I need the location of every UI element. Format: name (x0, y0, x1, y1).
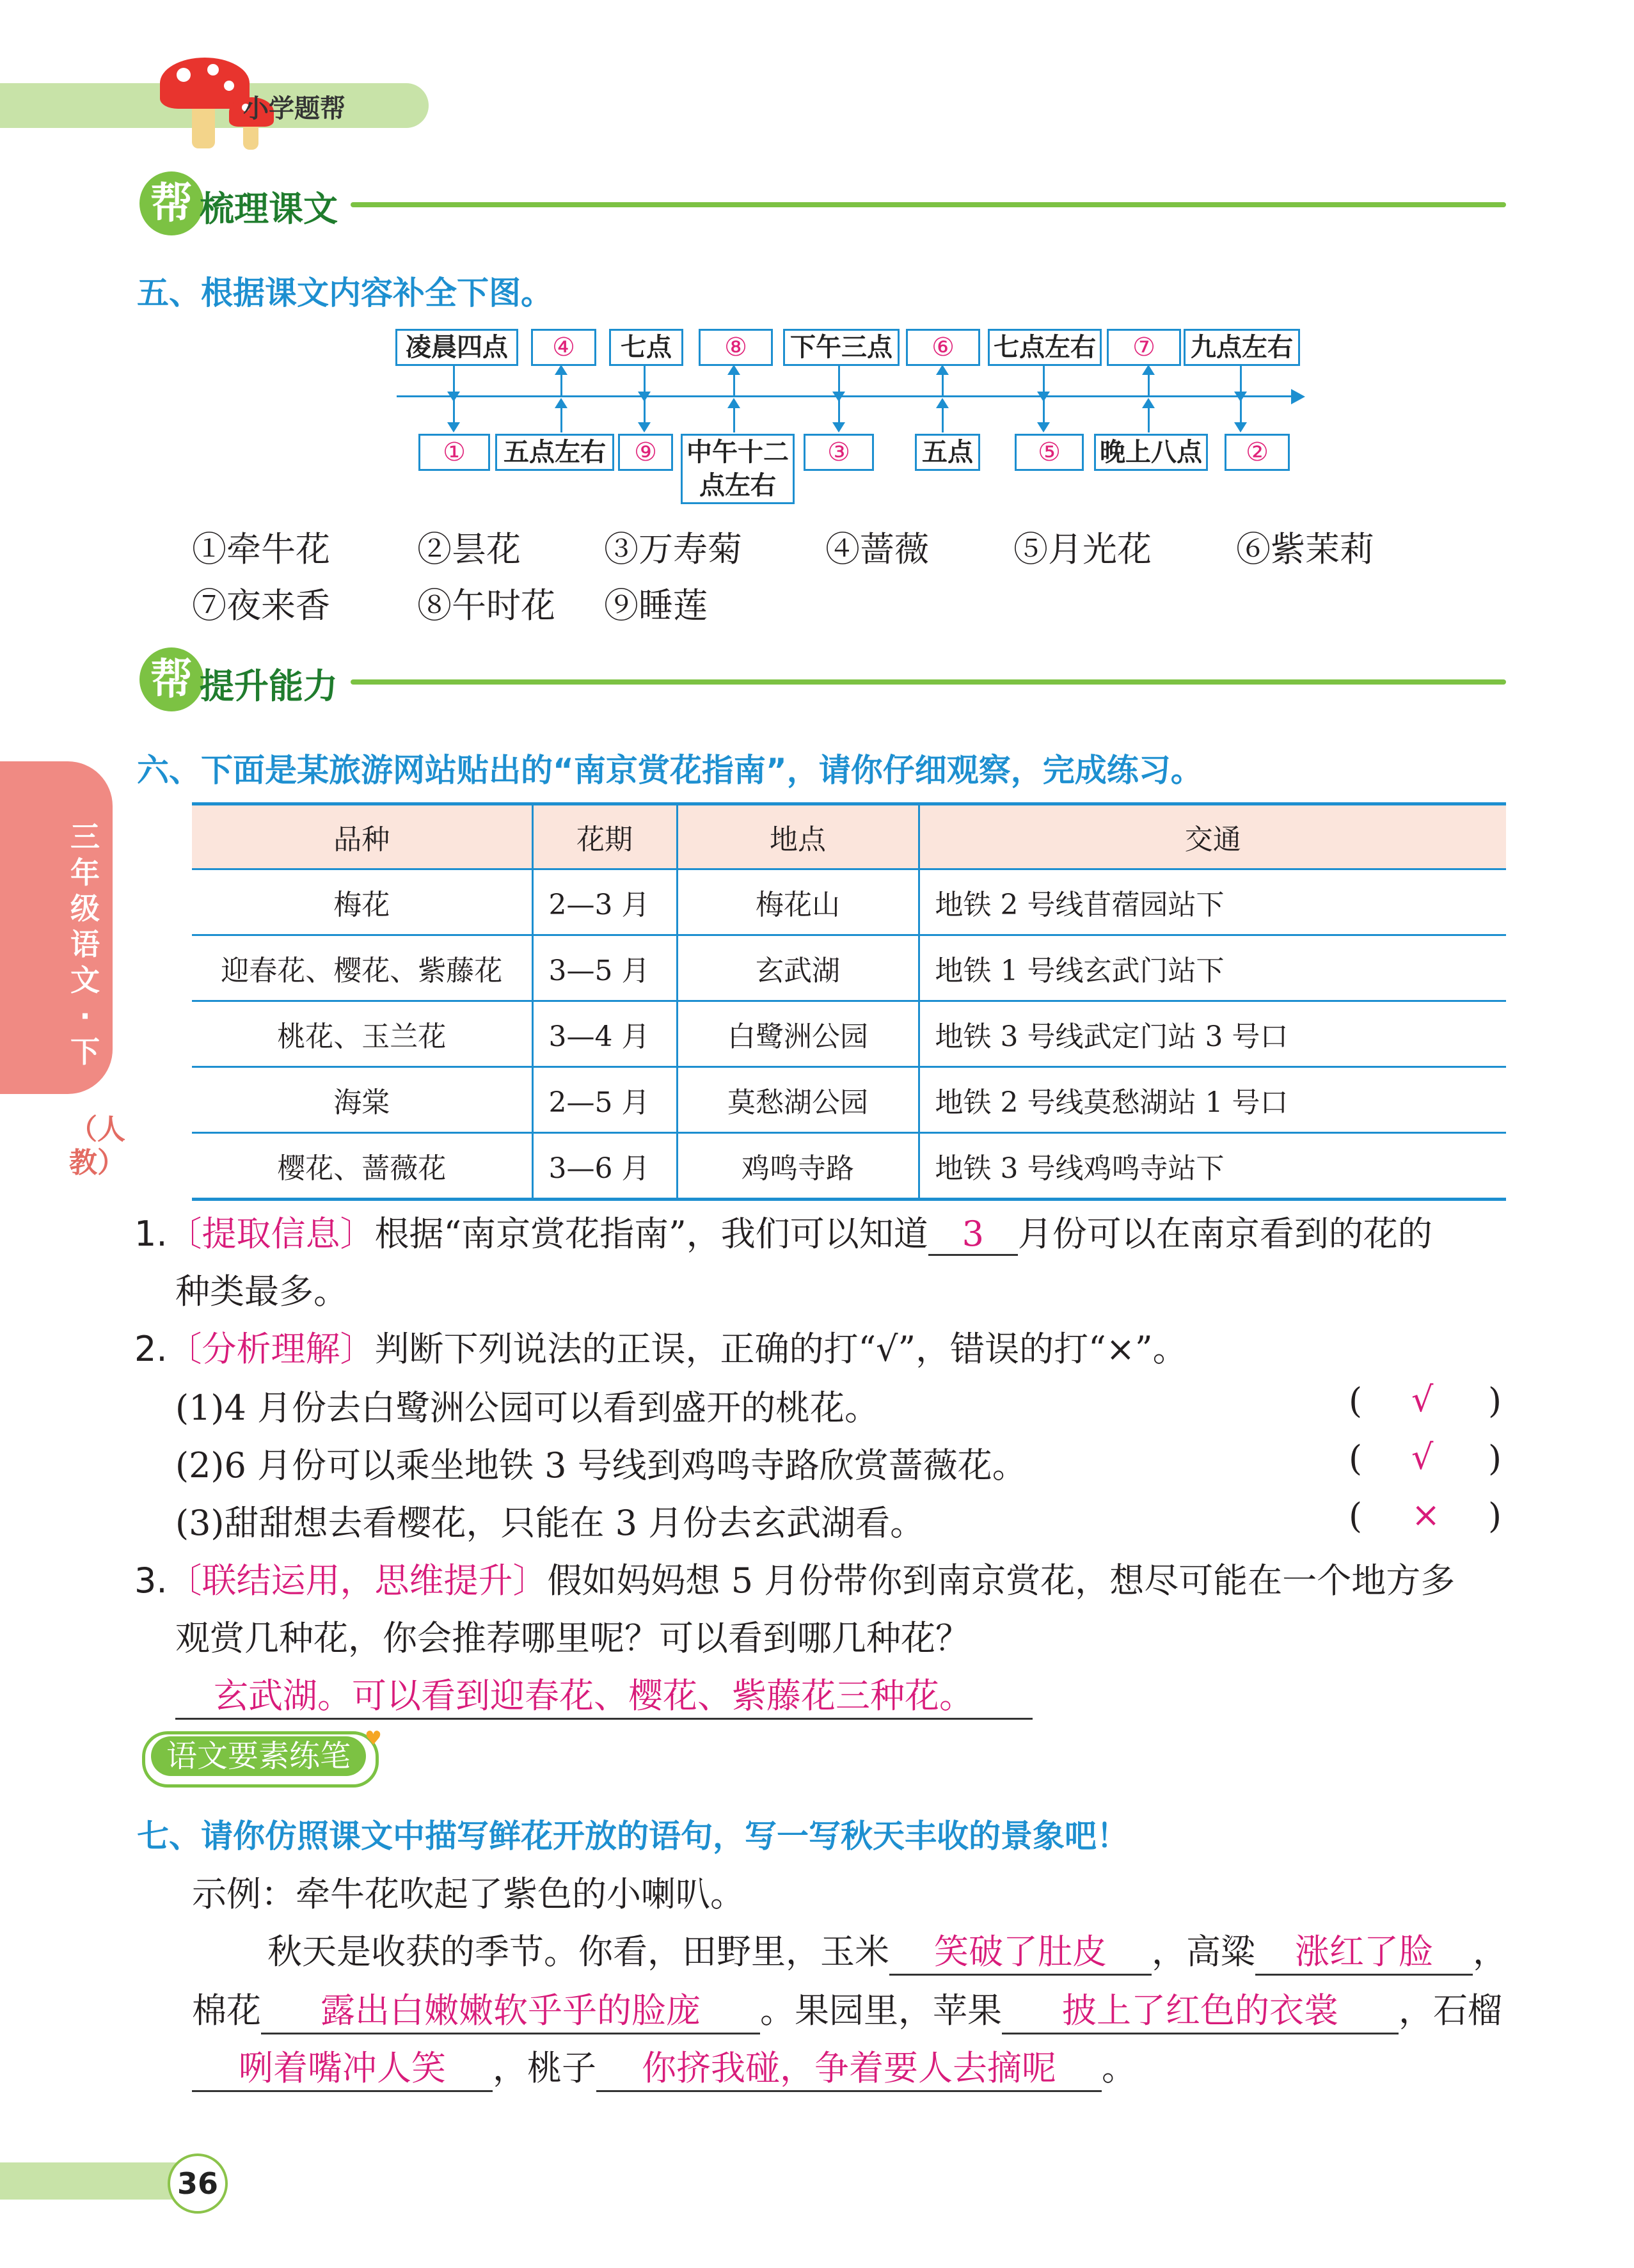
option-item: ⑧午时花 (417, 585, 555, 626)
q6-sub1-line1 (134, 1207, 1432, 1256)
side-edition-label: （人教） (69, 1113, 125, 1179)
q6-sub2-item: (3)甜甜想去看樱花，只能在 3 月份去玄武湖看。 (175, 1503, 925, 1543)
q6-sub1-tag: 〔提取信息〕 (167, 1214, 375, 1254)
q6-sub3-answer: 玄武湖。可以看到迎春花、樱花、紫藤花三种花。 (175, 1669, 1033, 1720)
section-divider (351, 202, 1506, 207)
table-cell: 2—5 月 (532, 1067, 677, 1133)
q7-example: 示例：牵牛花吹起了紫色的小喇叭。 (192, 1874, 745, 1914)
judgement-answer: √ (1411, 1437, 1434, 1477)
q7-text: 棉花 (192, 1990, 261, 2031)
side-grade-label: 三年级语文·下 (70, 820, 100, 1069)
q6-sub1-text-a: 根据“南京赏花指南”，我们可以知道 (374, 1214, 928, 1254)
table-cell: 海棠 (192, 1067, 532, 1133)
option-item: ④蔷薇 (825, 529, 929, 569)
q7-answer: 涨红了脸 (1255, 1924, 1473, 1976)
q6-sub2-tag: 〔分析理解〕 (167, 1329, 375, 1369)
q6-sub3-text-b: 观赏几种花，你会推荐哪里呢？可以看到哪几种花？ (175, 1618, 970, 1658)
timeline-bottom-box: ① (418, 434, 490, 471)
table-cell: 3—5 月 (532, 935, 677, 1001)
table-cell: 3—6 月 (532, 1133, 677, 1200)
q6-sub1-answer: 3 (928, 1214, 1018, 1256)
q6-sub3-num: 3. (134, 1560, 168, 1601)
table-cell: 地铁 2 号线莫愁湖站 1 号口 (919, 1067, 1506, 1133)
q6-sub2-line (134, 1322, 1187, 1371)
table-cell: 地铁 3 号线武定门站 3 号口 (919, 1001, 1506, 1067)
timeline-bottom-box: ③ (804, 434, 874, 471)
q7-line1 (267, 1924, 1507, 1976)
option-item: ①牵牛花 (192, 529, 330, 569)
q6-sub1-text-c: 种类最多。 (175, 1271, 348, 1312)
option-item: ⑤月光花 (1013, 529, 1152, 569)
q7-title: 七、请你仿照课文中描写鲜花开放的语句，写一写秋天丰收的景象吧！ (137, 1818, 1129, 1855)
table-cell: 2—3 月 (532, 869, 677, 935)
paren-close: ) (1488, 1496, 1502, 1536)
q7-text: ， (1473, 1931, 1507, 1972)
table-header: 交通 (919, 804, 1506, 869)
table-header: 花期 (532, 804, 677, 869)
table-header: 品种 (192, 804, 532, 869)
option-item: ⑨睡莲 (604, 585, 708, 626)
table-row (192, 1133, 1506, 1200)
q6-sub1-text-b: 月份可以在南京看到的花的 (1017, 1214, 1432, 1254)
brand-title: 小学题帮 (243, 94, 345, 123)
q7-answer: 你挤我碰，争着要人去摘呢 (596, 2041, 1102, 2092)
table-row (192, 1001, 1506, 1067)
q7-line2 (192, 1983, 1502, 2034)
table-cell: 地铁 2 号线苜蓿园站下 (919, 869, 1506, 935)
flower-guide-table (192, 802, 1506, 1201)
paren-close: ) (1488, 1438, 1502, 1479)
timeline-bottom-box: 晚上八点 (1094, 434, 1208, 471)
q7-text: ，桃子 (493, 2048, 596, 2088)
paren-close: ) (1488, 1381, 1502, 1421)
q7-text: 。 (1102, 2048, 1136, 2088)
table-row (192, 935, 1506, 1001)
table-cell: 鸡鸣寺路 (677, 1133, 919, 1200)
timeline-bottom-box: 五点左右 (495, 434, 614, 471)
language-badge: 语文要素练笔 (151, 1736, 366, 1776)
table-header: 地点 (677, 804, 919, 869)
timeline-bottom-box: ⑤ (1015, 434, 1084, 471)
timeline-top-box: 七点 (609, 329, 683, 366)
q7-text: 秋天是收获的季节。你看，田野里，玉米 (267, 1931, 889, 1972)
table-cell: 桃花、玉兰花 (192, 1001, 532, 1067)
q7-answer: 笑破了肚皮 (889, 1924, 1152, 1976)
timeline-top-box: ⑥ (906, 329, 980, 366)
timeline-top-box: ⑦ (1107, 329, 1181, 366)
section-title-improve: 提升能力 (200, 666, 338, 706)
timeline-top-box: 七点左右 (988, 329, 1102, 366)
timeline-top-box: 凌晨四点 (395, 329, 518, 366)
table-header-row (192, 804, 1506, 869)
option-item: ⑦夜来香 (192, 585, 330, 626)
table-cell: 梅花 (192, 869, 532, 935)
table-cell: 梅花山 (677, 869, 919, 935)
q6-sub2-num: 2. (134, 1329, 168, 1369)
q7-answer: 披上了红色的衣裳 (1002, 1983, 1399, 2034)
paren-open: ( (1349, 1381, 1363, 1421)
table-cell: 地铁 1 号线玄武门站下 (919, 935, 1506, 1001)
q6-sub3-tag: 〔联结运用，思维提升〕 (167, 1560, 548, 1601)
q5-title: 五、根据课文内容补全下图。 (137, 274, 553, 312)
q6-sub2-text: 判断下列说法的正误，正确的打“√”，错误的打“×”。 (374, 1329, 1187, 1369)
q6-title: 六、下面是某旅游网站贴出的“南京赏花指南”，请你仔细观察，完成练习。 (137, 752, 1203, 789)
timeline-bottom-box: ⑨ (618, 434, 673, 471)
timeline-top-box: 九点左右 (1184, 329, 1300, 366)
q6-sub2-item: (2)6 月份可以乘坐地铁 3 号线到鸡鸣寺路欣赏蔷薇花。 (175, 1445, 1027, 1486)
table-row (192, 869, 1506, 935)
judgement-answer: × (1411, 1495, 1441, 1535)
judgement-answer: √ (1411, 1379, 1434, 1420)
q7-answer: 咧着嘴冲人笑 (192, 2041, 493, 2092)
q7-answer: 露出白嫩嫩软乎乎的脸庞 (261, 1983, 760, 2034)
table-cell: 莫愁湖公园 (677, 1067, 919, 1133)
section-title-sort: 梳理课文 (200, 189, 338, 229)
timeline-bottom-box: 五点 (915, 434, 980, 471)
table-row (192, 1067, 1506, 1133)
heart-icon: ♥ (365, 1727, 382, 1750)
option-item: ⑥紫茉莉 (1236, 529, 1374, 569)
page-number: 36 (168, 2153, 228, 2214)
q6-sub3-text-a: 假如妈妈想 5 月份带你到南京赏花，想尽可能在一个地方多 (547, 1560, 1456, 1601)
section-divider (351, 679, 1506, 685)
q6-sub1-num: 1. (134, 1214, 168, 1254)
table-cell: 白鹭洲公园 (677, 1001, 919, 1067)
section-badge-icon: 帮 (139, 647, 203, 711)
timeline-bottom-box: ② (1225, 434, 1290, 471)
table-cell: 迎春花、樱花、紫藤花 (192, 935, 532, 1001)
q7-text: ，石榴 (1399, 1990, 1502, 2031)
q6-sub3-line1 (134, 1553, 1455, 1603)
option-item: ③万寿菊 (604, 529, 742, 569)
table-cell: 3—4 月 (532, 1001, 677, 1067)
timeline-top-box: ④ (531, 329, 596, 366)
timeline-bottom-box: 中午十二点左右 (681, 434, 795, 504)
table-cell: 樱花、蔷薇花 (192, 1133, 532, 1200)
paren-open: ( (1349, 1438, 1363, 1479)
q7-line3 (192, 2041, 1136, 2092)
q7-text: ，高粱 (1152, 1931, 1255, 1972)
table-cell: 地铁 3 号线鸡鸣寺站下 (919, 1133, 1506, 1200)
q7-text: 。果园里，苹果 (760, 1990, 1002, 2031)
paren-open: ( (1349, 1496, 1363, 1536)
timeline-top-box: ⑧ (699, 329, 773, 366)
timeline-top-box: 下午三点 (783, 329, 900, 366)
q6-sub2-item: (1)4 月份去白鹭洲公园可以看到盛开的桃花。 (175, 1388, 880, 1428)
option-item: ②昙花 (417, 529, 521, 569)
table-cell: 玄武湖 (677, 935, 919, 1001)
section-badge-icon: 帮 (139, 171, 203, 235)
